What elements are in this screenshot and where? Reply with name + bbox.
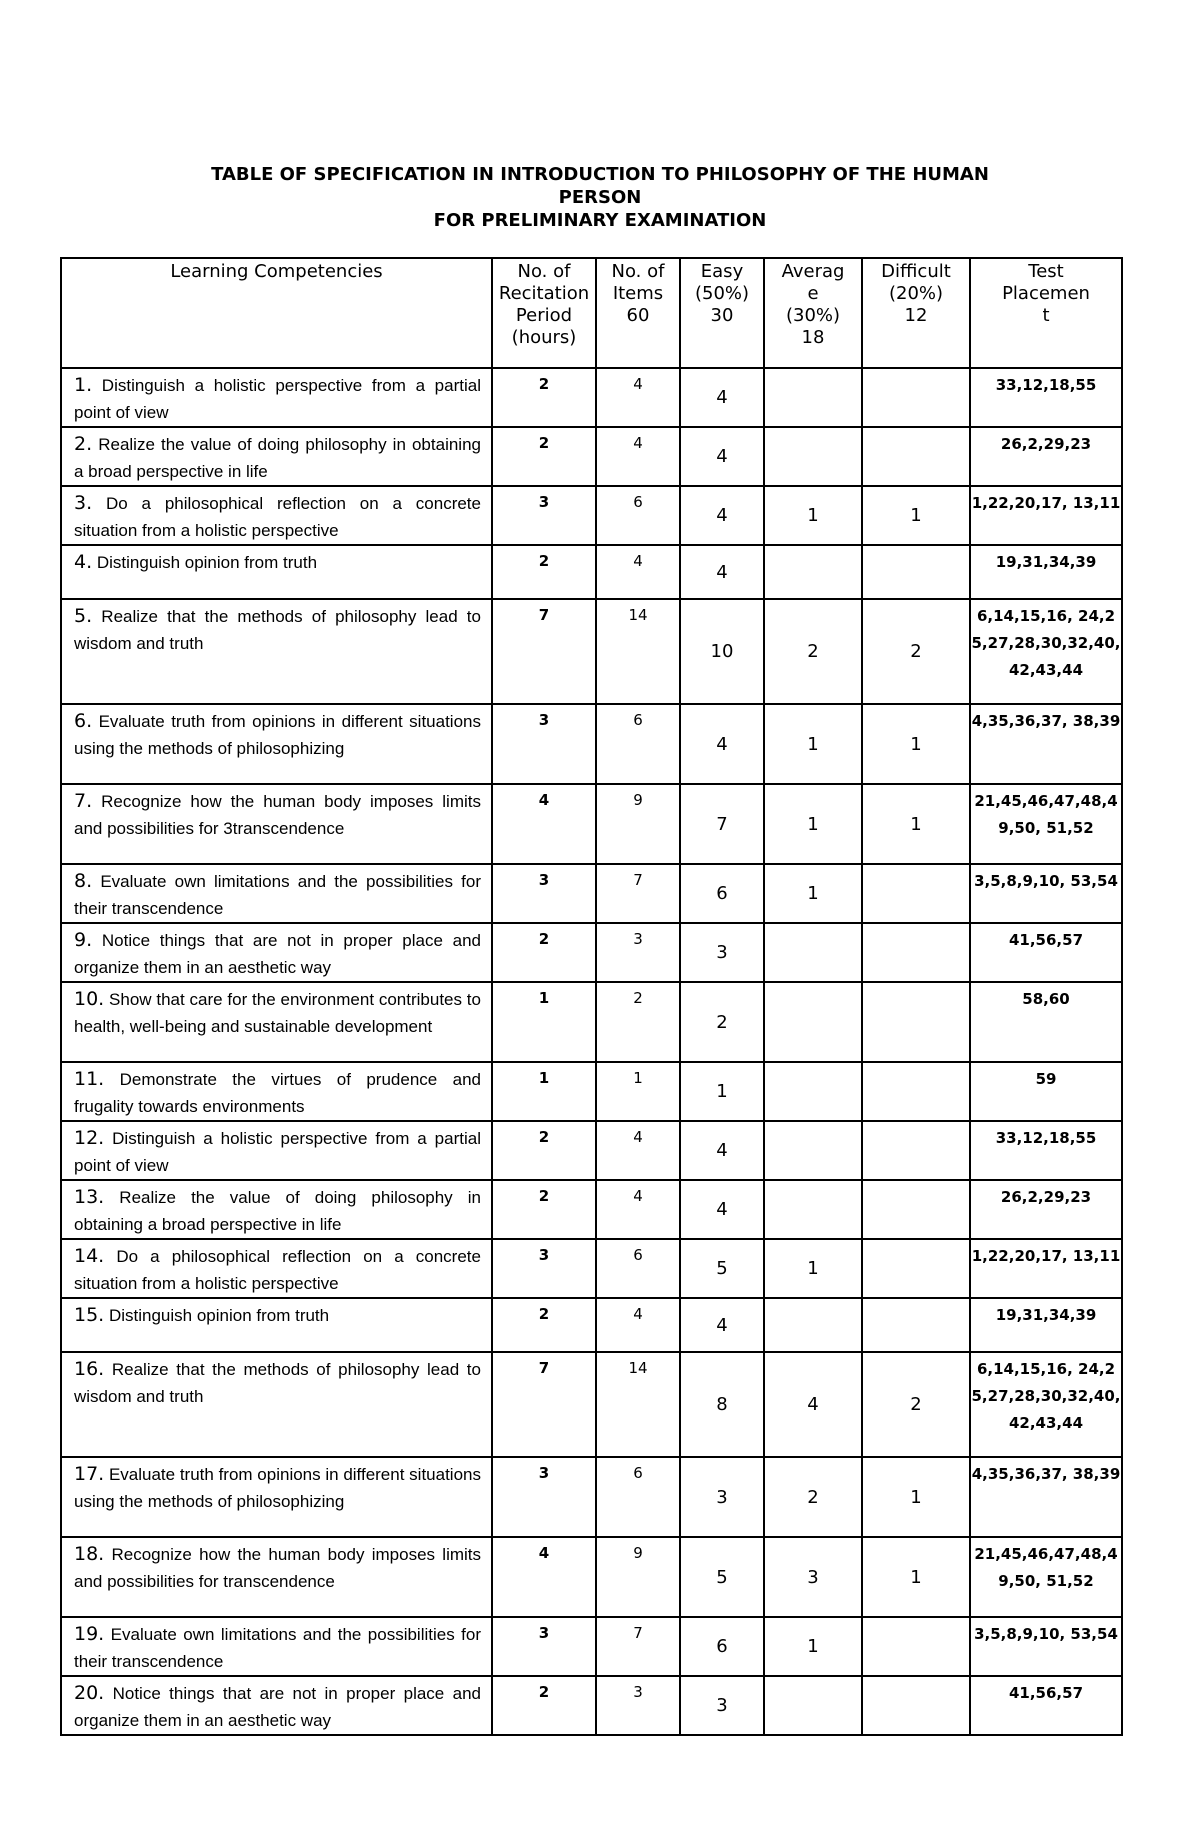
competency-number: 4. xyxy=(74,551,93,573)
items-cell: 2 xyxy=(596,982,680,1062)
table-row xyxy=(61,599,1122,704)
competency-text: Demonstrate the virtues of prudence and frugality towards environments xyxy=(74,1070,481,1116)
competency-text: Distinguish a holistic perspective from a partial point of view xyxy=(74,1129,481,1175)
items-cell: 6 xyxy=(596,704,680,784)
easy-cell: 8 xyxy=(680,1352,764,1457)
table-row xyxy=(61,1352,1122,1457)
competency-number: 18. xyxy=(74,1543,105,1565)
easy-cell: 1 xyxy=(680,1062,764,1121)
average-cell xyxy=(764,1180,862,1239)
table-row xyxy=(61,704,1122,784)
placement-cell: 3,5,8,9,10, 53,54 xyxy=(970,1617,1122,1676)
competency-cell xyxy=(61,368,492,427)
competency-cell xyxy=(61,1298,492,1352)
easy-cell: 10 xyxy=(680,599,764,704)
easy-cell: 7 xyxy=(680,784,764,864)
items-cell: 4 xyxy=(596,1298,680,1352)
competency-number: 5. xyxy=(74,605,93,627)
table-row xyxy=(61,1062,1122,1121)
competency-text: Evaluate own limitations and the possibilities for their transcendence xyxy=(74,1625,481,1671)
periods-cell: 4 xyxy=(492,1537,596,1617)
difficult-cell xyxy=(862,1617,970,1676)
easy-cell: 6 xyxy=(680,1617,764,1676)
competency-text: Realize the value of doing philosophy in obtaining a broad perspective in life xyxy=(74,1188,481,1234)
competency-text: Do a philosophical reflection on a concrete situation from a holistic perspective xyxy=(74,1247,481,1293)
periods-cell: 2 xyxy=(492,1298,596,1352)
periods-cell: 2 xyxy=(492,1676,596,1735)
table-row xyxy=(61,864,1122,923)
competency-number: 9. xyxy=(74,929,93,951)
table-row xyxy=(61,1239,1122,1298)
difficult-cell xyxy=(862,1676,970,1735)
items-cell: 4 xyxy=(596,1180,680,1239)
periods-cell: 3 xyxy=(492,864,596,923)
periods-cell: 7 xyxy=(492,599,596,704)
competency-number: 1. xyxy=(74,374,93,396)
easy-cell: 4 xyxy=(680,1298,764,1352)
average-cell xyxy=(764,923,862,982)
title-line-3: FOR PRELIMINARY EXAMINATION xyxy=(433,210,767,231)
items-cell: 7 xyxy=(596,864,680,923)
competency-text: Recognize how the human body imposes limits and possibilities for 3transcendence xyxy=(74,792,481,838)
easy-cell: 3 xyxy=(680,1457,764,1537)
header-easy: Easy (50%) 30 xyxy=(680,258,764,368)
placement-cell: 26,2,29,23 xyxy=(970,1180,1122,1239)
periods-cell: 2 xyxy=(492,923,596,982)
table-row xyxy=(61,545,1122,599)
placement-cell: 58,60 xyxy=(970,982,1122,1062)
competency-cell xyxy=(61,1617,492,1676)
placement-cell: 33,12,18,55 xyxy=(970,368,1122,427)
competency-number: 14. xyxy=(74,1245,105,1267)
competency-number: 3. xyxy=(74,492,93,514)
table-row xyxy=(61,1180,1122,1239)
competency-cell xyxy=(61,599,492,704)
table-row xyxy=(61,486,1122,545)
competency-cell xyxy=(61,1062,492,1121)
competency-text: Distinguish opinion from truth xyxy=(96,553,318,572)
periods-cell: 2 xyxy=(492,1121,596,1180)
competency-text: Realize that the methods of philosophy lead to wisdom and truth xyxy=(74,1360,481,1406)
average-cell: 1 xyxy=(764,704,862,784)
average-cell xyxy=(764,1676,862,1735)
average-cell: 4 xyxy=(764,1352,862,1457)
periods-cell: 2 xyxy=(492,1180,596,1239)
competency-cell xyxy=(61,1239,492,1298)
difficult-cell: 1 xyxy=(862,784,970,864)
average-cell: 1 xyxy=(764,864,862,923)
competency-cell xyxy=(61,864,492,923)
periods-cell: 3 xyxy=(492,1239,596,1298)
table-row xyxy=(61,1537,1122,1617)
items-cell: 4 xyxy=(596,1121,680,1180)
difficult-cell xyxy=(862,864,970,923)
periods-cell: 2 xyxy=(492,545,596,599)
easy-cell: 3 xyxy=(680,923,764,982)
items-cell: 7 xyxy=(596,1617,680,1676)
competency-text: Do a philosophical reflection on a concrete situation from a holistic perspective xyxy=(74,494,481,540)
easy-cell: 4 xyxy=(680,368,764,427)
placement-cell: 41,56,57 xyxy=(970,923,1122,982)
periods-cell: 1 xyxy=(492,982,596,1062)
items-cell: 6 xyxy=(596,1457,680,1537)
easy-cell: 3 xyxy=(680,1676,764,1735)
competency-text: Realize the value of doing philosophy in obtaining a broad perspective in life xyxy=(74,435,481,481)
easy-cell: 4 xyxy=(680,486,764,545)
difficult-cell: 1 xyxy=(862,1457,970,1537)
periods-cell: 4 xyxy=(492,784,596,864)
difficult-cell xyxy=(862,923,970,982)
difficult-cell xyxy=(862,1239,970,1298)
competency-text: Evaluate own limitations and the possibilities for their transcendence xyxy=(74,872,481,918)
difficult-cell xyxy=(862,1121,970,1180)
competency-cell xyxy=(61,704,492,784)
document-title xyxy=(0,163,1200,232)
items-cell: 14 xyxy=(596,599,680,704)
competency-cell xyxy=(61,1676,492,1735)
periods-cell: 3 xyxy=(492,704,596,784)
competency-cell xyxy=(61,1180,492,1239)
placement-cell: 19,31,34,39 xyxy=(970,545,1122,599)
competency-cell xyxy=(61,1352,492,1457)
difficult-cell xyxy=(862,427,970,486)
competency-cell xyxy=(61,1457,492,1537)
competency-text: Recognize how the human body imposes limits and possibilities for transcendence xyxy=(74,1545,482,1591)
items-cell: 3 xyxy=(596,1676,680,1735)
periods-cell: 3 xyxy=(492,486,596,545)
average-cell xyxy=(764,1062,862,1121)
competency-number: 15. xyxy=(74,1304,105,1326)
header-average: Averag e (30%) 18 xyxy=(764,258,862,368)
competency-number: 13. xyxy=(74,1186,105,1208)
easy-cell: 4 xyxy=(680,545,764,599)
placement-cell: 21,45,46,47,48,49,50, 51,52 xyxy=(970,784,1122,864)
placement-cell: 21,45,46,47,48,49,50, 51,52 xyxy=(970,1537,1122,1617)
competency-text: Notice things that are not in proper place and organize them in an aesthetic way xyxy=(74,1684,481,1730)
difficult-cell: 1 xyxy=(862,1537,970,1617)
placement-cell: 6,14,15,16, 24,25,27,28,30,32,40, 42,43,44 xyxy=(970,599,1122,704)
competency-number: 6. xyxy=(74,710,93,732)
competency-text: Evaluate truth from opinions in different situations using the methods of philosophizing xyxy=(74,712,481,758)
easy-cell: 4 xyxy=(680,427,764,486)
placement-cell: 4,35,36,37, 38,39 xyxy=(970,1457,1122,1537)
items-cell: 4 xyxy=(596,427,680,486)
competency-cell xyxy=(61,784,492,864)
table-row xyxy=(61,368,1122,427)
table-row xyxy=(61,1121,1122,1180)
periods-cell: 2 xyxy=(492,368,596,427)
easy-cell: 2 xyxy=(680,982,764,1062)
competency-cell xyxy=(61,1121,492,1180)
competency-cell xyxy=(61,923,492,982)
items-cell: 9 xyxy=(596,1537,680,1617)
easy-cell: 5 xyxy=(680,1537,764,1617)
items-cell: 4 xyxy=(596,545,680,599)
items-cell: 14 xyxy=(596,1352,680,1457)
easy-cell: 6 xyxy=(680,864,764,923)
competency-text: Realize that the methods of philosophy lead to wisdom and truth xyxy=(74,607,481,653)
competency-cell xyxy=(61,982,492,1062)
placement-cell: 59 xyxy=(970,1062,1122,1121)
title-line-1: TABLE OF SPECIFICATION IN INTRODUCTION TO PHILOSOPHY OF THE HUMAN xyxy=(211,164,989,185)
periods-cell: 3 xyxy=(492,1617,596,1676)
items-cell: 3 xyxy=(596,923,680,982)
average-cell xyxy=(764,368,862,427)
specification-table xyxy=(60,257,1123,1736)
easy-cell: 4 xyxy=(680,1121,764,1180)
placement-cell: 33,12,18,55 xyxy=(970,1121,1122,1180)
placement-cell: 1,22,20,17, 13,11 xyxy=(970,1239,1122,1298)
difficult-cell: 2 xyxy=(862,599,970,704)
difficult-cell: 1 xyxy=(862,486,970,545)
difficult-cell xyxy=(862,545,970,599)
competency-number: 8. xyxy=(74,870,93,892)
periods-cell: 3 xyxy=(492,1457,596,1537)
items-cell: 6 xyxy=(596,1239,680,1298)
table-row xyxy=(61,923,1122,982)
placement-cell: 19,31,34,39 xyxy=(970,1298,1122,1352)
competency-text: Show that care for the environment contributes to health, well-being and sustainable development xyxy=(74,990,481,1036)
competency-number: 7. xyxy=(74,790,93,812)
table-row xyxy=(61,1676,1122,1735)
average-cell: 1 xyxy=(764,1617,862,1676)
competency-text: Distinguish opinion from truth xyxy=(108,1306,330,1325)
competency-number: 20. xyxy=(74,1682,105,1704)
easy-cell: 4 xyxy=(680,1180,764,1239)
competency-number: 2. xyxy=(74,433,93,455)
header-placement: Test Placemen t xyxy=(970,258,1122,368)
competency-cell xyxy=(61,427,492,486)
average-cell xyxy=(764,1298,862,1352)
average-cell xyxy=(764,982,862,1062)
table-row xyxy=(61,427,1122,486)
difficult-cell xyxy=(862,1062,970,1121)
items-cell: 9 xyxy=(596,784,680,864)
header-items: No. of Items 60 xyxy=(596,258,680,368)
competency-number: 12. xyxy=(74,1127,105,1149)
placement-cell: 41,56,57 xyxy=(970,1676,1122,1735)
periods-cell: 7 xyxy=(492,1352,596,1457)
competency-number: 11. xyxy=(74,1068,105,1090)
title-line-2: PERSON xyxy=(558,187,642,208)
competency-text: Distinguish a holistic perspective from a partial point of view xyxy=(74,376,481,422)
competency-number: 10. xyxy=(74,988,105,1010)
header-recitation: No. of Recitation Period (hours) xyxy=(492,258,596,368)
competency-number: 16. xyxy=(74,1358,105,1380)
table-row xyxy=(61,1617,1122,1676)
average-cell xyxy=(764,1121,862,1180)
average-cell: 1 xyxy=(764,1239,862,1298)
average-cell: 3 xyxy=(764,1537,862,1617)
competency-cell xyxy=(61,1537,492,1617)
competency-text: Evaluate truth from opinions in different situations using the methods of philosophizing xyxy=(74,1465,481,1511)
placement-cell: 6,14,15,16, 24,25,27,28,30,32,40, 42,43,44 xyxy=(970,1352,1122,1457)
items-cell: 6 xyxy=(596,486,680,545)
periods-cell: 2 xyxy=(492,427,596,486)
table-row xyxy=(61,1457,1122,1537)
items-cell: 1 xyxy=(596,1062,680,1121)
competency-text: Notice things that are not in proper place and organize them in an aesthetic way xyxy=(74,931,481,977)
competency-cell xyxy=(61,545,492,599)
items-cell: 4 xyxy=(596,368,680,427)
difficult-cell: 1 xyxy=(862,704,970,784)
competency-number: 17. xyxy=(74,1463,105,1485)
difficult-cell xyxy=(862,982,970,1062)
easy-cell: 4 xyxy=(680,704,764,784)
average-cell: 1 xyxy=(764,486,862,545)
difficult-cell: 2 xyxy=(862,1352,970,1457)
competency-cell xyxy=(61,486,492,545)
placement-cell: 4,35,36,37, 38,39 xyxy=(970,704,1122,784)
table-row xyxy=(61,1298,1122,1352)
average-cell xyxy=(764,545,862,599)
easy-cell: 5 xyxy=(680,1239,764,1298)
average-cell: 2 xyxy=(764,1457,862,1537)
periods-cell: 1 xyxy=(492,1062,596,1121)
average-cell: 1 xyxy=(764,784,862,864)
difficult-cell xyxy=(862,1180,970,1239)
header-row xyxy=(61,258,1122,368)
difficult-cell xyxy=(862,1298,970,1352)
table-row xyxy=(61,982,1122,1062)
header-competencies: Learning Competencies xyxy=(61,258,492,368)
table-row xyxy=(61,784,1122,864)
average-cell xyxy=(764,427,862,486)
placement-cell: 3,5,8,9,10, 53,54 xyxy=(970,864,1122,923)
header-difficult: Difficult (20%) 12 xyxy=(862,258,970,368)
placement-cell: 26,2,29,23 xyxy=(970,427,1122,486)
average-cell: 2 xyxy=(764,599,862,704)
difficult-cell xyxy=(862,368,970,427)
competency-number: 19. xyxy=(74,1623,105,1645)
placement-cell: 1,22,20,17, 13,11 xyxy=(970,486,1122,545)
